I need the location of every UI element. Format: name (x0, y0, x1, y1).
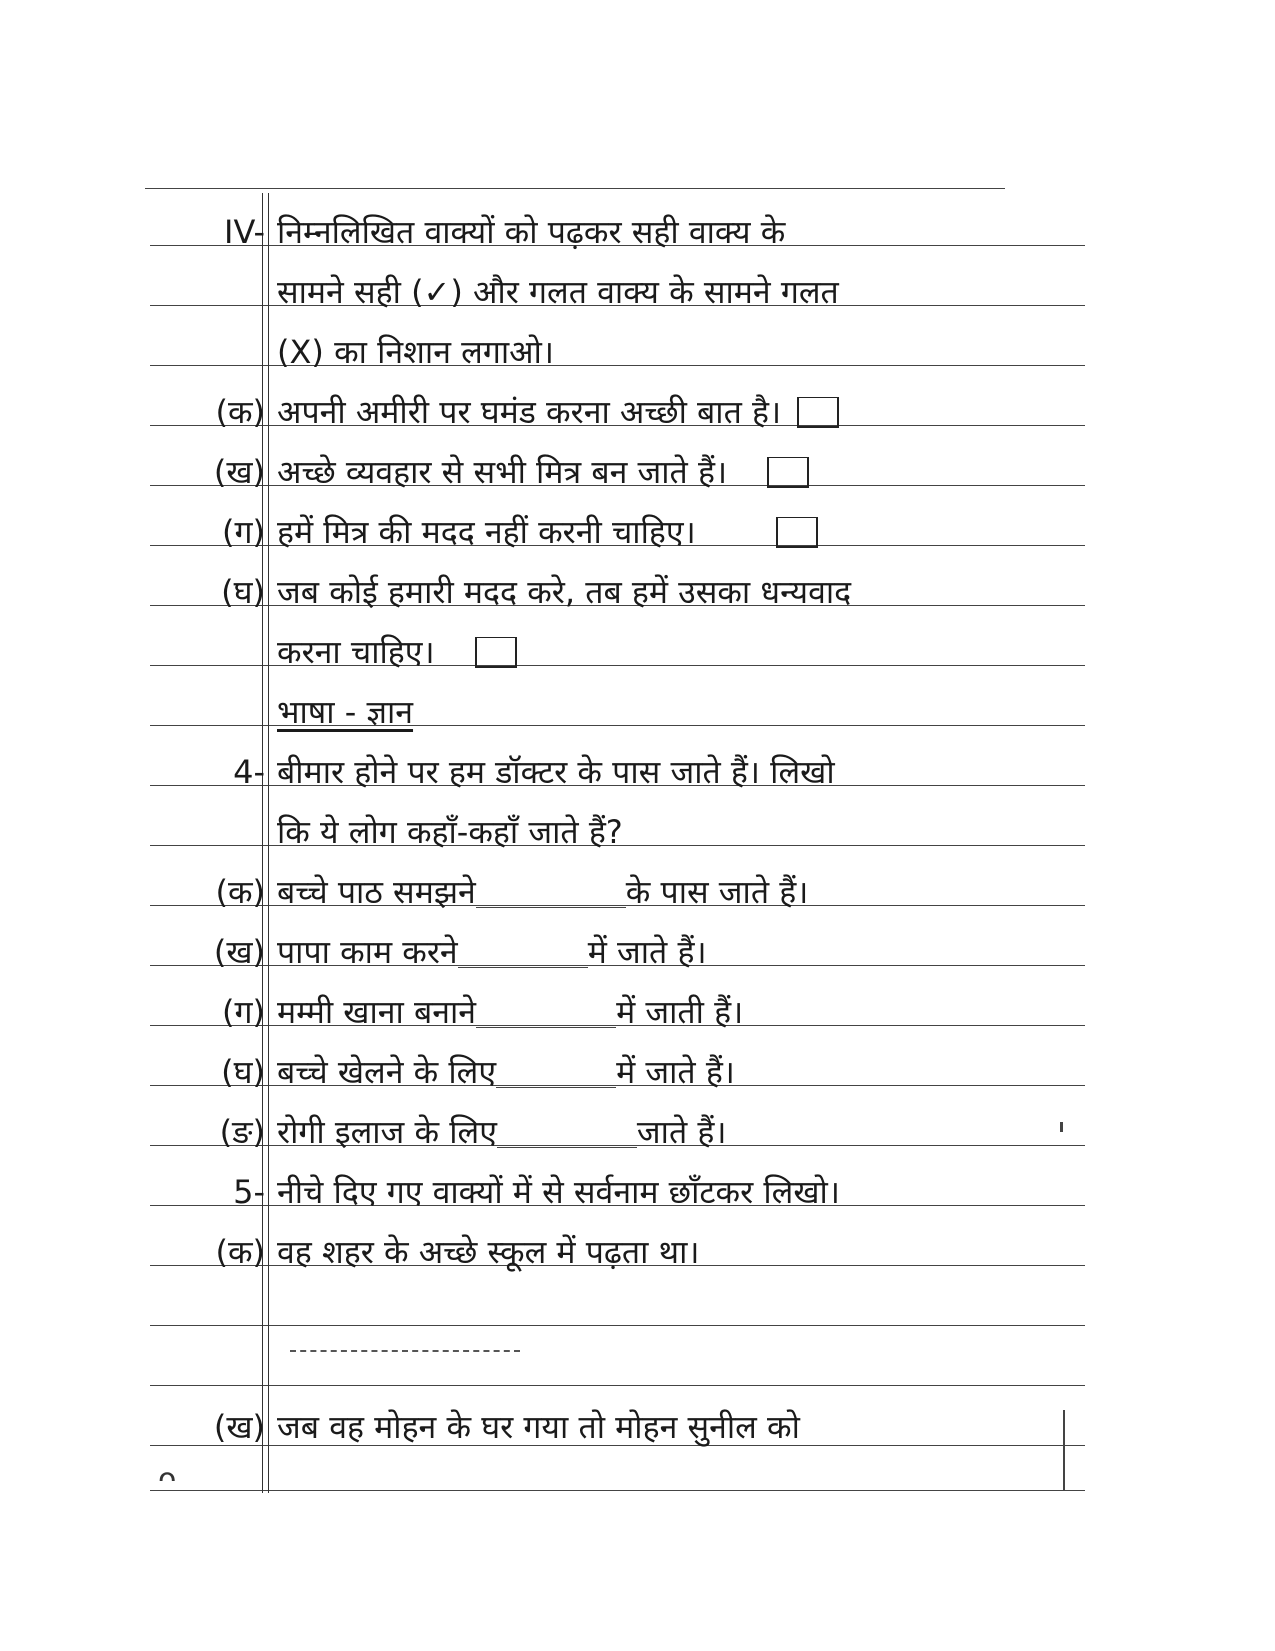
item-text: जब वह मोहन के घर गया तो मोहन सुनील को (277, 1408, 800, 1446)
item-text: अपनी अमीरी पर घमंड करना अच्छी बात है। (277, 393, 782, 431)
item-text: हमें मित्र की मदद नहीं करनी चाहिए। (277, 513, 696, 551)
item-label: (ख) (213, 453, 265, 491)
fill-blank[interactable] (476, 907, 626, 908)
item-label: (ङ) (219, 1113, 265, 1151)
list-item (0, 1395, 1275, 1446)
item-label: (घ) (221, 1053, 265, 1091)
question-iv-line-3 (0, 320, 1275, 371)
instruction-text: कि ये लोग कहाँ-कहाँ जाते हैं? (277, 813, 623, 851)
ruled-line (150, 1385, 1085, 1386)
item-label: (घ) (221, 573, 265, 611)
question-iv-line-2 (0, 260, 1275, 311)
item-text: में जाती हैं। (616, 993, 744, 1031)
item-text: जाते हैं। (636, 1113, 727, 1151)
answer-checkbox[interactable] (475, 637, 517, 668)
answer-checkbox[interactable] (767, 457, 809, 488)
ruled-line (145, 188, 1005, 189)
fill-blank[interactable] (476, 1027, 616, 1028)
section-heading-row (0, 680, 1275, 731)
item-text: करना चाहिए। (277, 633, 435, 671)
item-label: (ख) (213, 1408, 265, 1446)
item-label: (क) (215, 1233, 265, 1271)
instruction-text: निम्नलिखित वाक्यों को पढ़कर सही वाक्य के (277, 213, 786, 251)
answer-checkbox[interactable] (776, 517, 818, 548)
item-text: में जाते हैं। (616, 1053, 735, 1091)
stray-mark: ᴖ (158, 1462, 177, 1497)
question-number: IV- (224, 213, 265, 251)
item-text: में जाते हैं। (587, 933, 707, 971)
list-item (0, 1040, 1275, 1091)
instruction-text: बीमार होने पर हम डॉक्टर के पास जाते हैं। लिखो (277, 753, 835, 791)
item-text: रोगी इलाज के लिए (277, 1113, 497, 1151)
instruction-text: नीचे दिए गए वाक्यों में से सर्वनाम छाँटकर लिखो। (277, 1173, 840, 1211)
list-item (0, 440, 1275, 491)
instruction-text: सामने सही (✓) और गलत वाक्य के सामने गलत (277, 273, 839, 311)
list-item (0, 1100, 1275, 1151)
list-item (0, 560, 1275, 611)
list-item (0, 860, 1275, 911)
item-label: (ख) (213, 933, 265, 971)
question-4-line-1 (0, 740, 1275, 791)
question-5-line (0, 1160, 1275, 1211)
item-text: पापा काम करने (277, 933, 458, 971)
stray-mark (1060, 1122, 1063, 1132)
list-item (0, 980, 1275, 1031)
list-item (0, 500, 1275, 551)
item-text: बच्चे खेलने के लिए (277, 1053, 497, 1091)
item-text: अच्छे व्यवहार से सभी मित्र बन जाते हैं। (277, 453, 728, 491)
question-number: 5- (233, 1173, 265, 1211)
list-item (0, 380, 1275, 431)
list-item (0, 1220, 1275, 1271)
item-text: जब कोई हमारी मदद करे, तब हमें उसका धन्यवाद (277, 573, 852, 611)
stray-mark (1063, 1410, 1065, 1490)
item-label: (क) (215, 393, 265, 431)
list-item (0, 920, 1275, 971)
ruled-line (150, 1325, 1085, 1326)
list-item-continuation (0, 620, 1275, 671)
item-label: (क) (215, 873, 265, 911)
item-text: मम्मी खाना बनाने (277, 993, 477, 1031)
item-label: (ग) (222, 513, 265, 551)
question-iv-line-1 (0, 200, 1275, 251)
ruled-line (150, 1490, 1085, 1491)
fill-blank[interactable] (497, 1147, 637, 1148)
item-text: बच्चे पाठ समझने (277, 873, 476, 911)
answer-checkbox[interactable] (797, 397, 839, 428)
item-label: (ग) (222, 993, 265, 1031)
question-number: 4- (233, 753, 265, 791)
answer-dash-line[interactable] (290, 1350, 520, 1352)
fill-blank[interactable] (496, 1087, 616, 1088)
item-text: वह शहर के अच्छे स्कूल में पढ़ता था। (277, 1233, 700, 1271)
item-text: के पास जाते हैं। (625, 873, 809, 911)
instruction-text: (X) का निशान लगाओ। (277, 333, 554, 371)
fill-blank[interactable] (458, 967, 588, 968)
section-heading: भाषा - ज्ञान (277, 693, 414, 731)
question-4-line-2 (0, 800, 1275, 851)
